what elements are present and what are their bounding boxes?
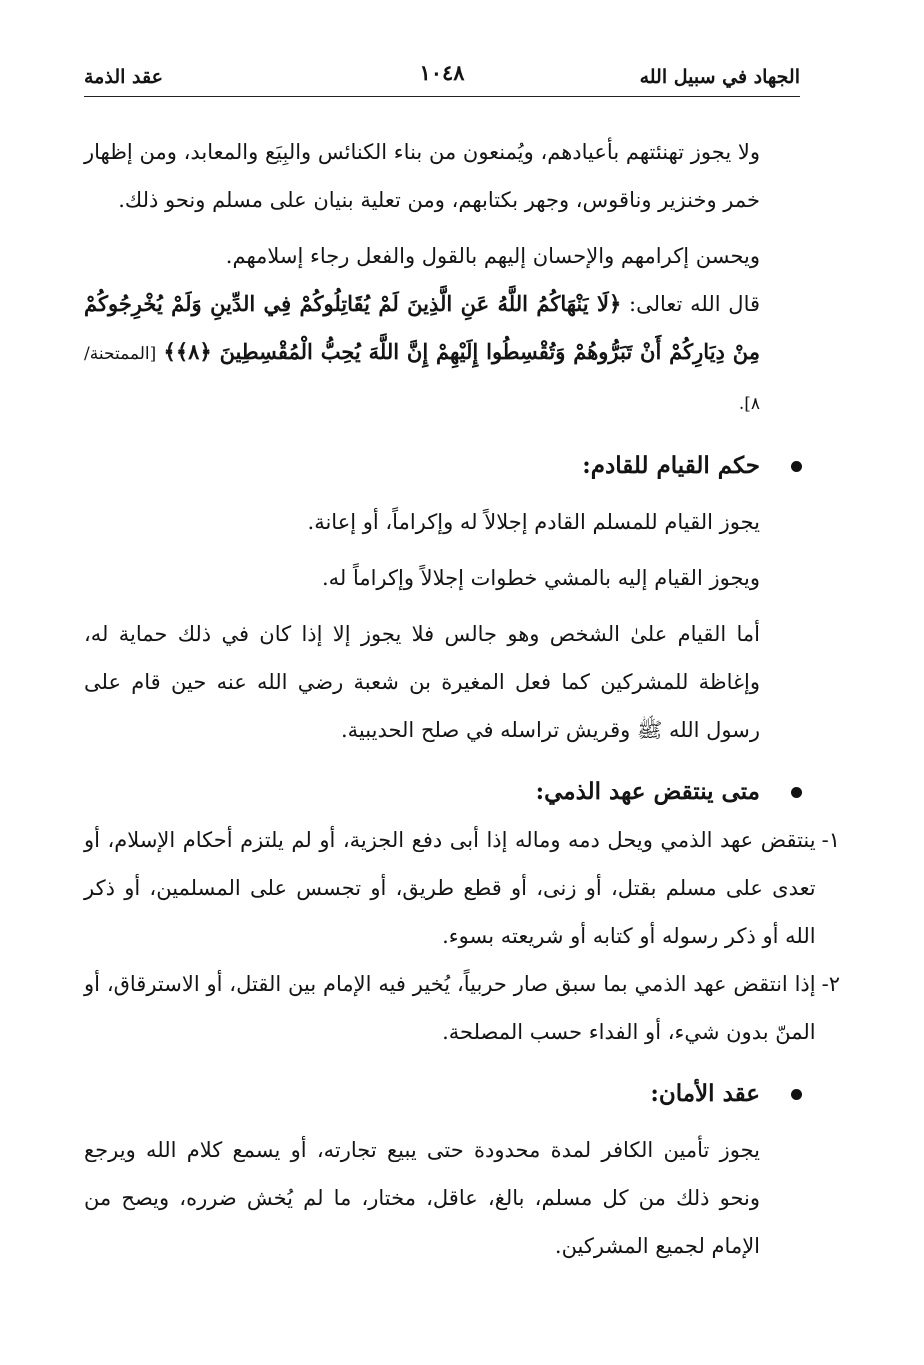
paragraph-prohibitions: ولا يجوز تهنئتهم بأعيادهم، ويُمنعون من بناء الكنائس والبِيَع والمعابد، ومن إظهار خمر وخنزير وناقوس، وجهر بكتابهم، ومن تعلية بنيان على مسلم ونحو ذلك. (84, 140, 761, 212)
paragraph-standing-3: أما القيام علىٰ الشخص وهو جالس فلا يجوز إلا إذا كان في ذلك حماية له، وإغاظة للمشركين كما فعل المغيرة بن شعبة رضي الله عنه حين قام على رسول الله ﷺ وقريش تراسله في صلح الحديبية. (84, 622, 760, 742)
verse-reference: [الممتحنة/ ٨]. (84, 344, 760, 414)
paragraph-standing-2: ويجوز القيام إليه بالمشي خطوات إجلالاً وإكراماً له. (321, 566, 760, 590)
list-item-number: ٢- (821, 972, 840, 996)
section-heading-standing (84, 442, 760, 490)
heading-text: عقد الأمان: (650, 1080, 760, 1107)
list-item-number: ١- (821, 828, 840, 852)
quran-verse: ﴿لَا يَنْهَاكُمُ اللَّهُ عَنِ الَّذِينَ لَمْ يُقَاتِلُوكُمْ فِي الدِّينِ وَلَمْ يُخْرِجُوكُمْ مِنْ دِيَارِكُمْ أَنْ تَبَرُّوهُمْ وَتُقْسِطُوا إِلَيْهِمْ إِنَّ اللَّهَ يُحِبُّ الْمُقْسِطِينَ ﴿٨﴾﴾ (84, 291, 760, 364)
header-divider (84, 96, 800, 97)
section-heading-safe-conduct (84, 1070, 760, 1118)
list-item-text: ينتقض عهد الذمي ويحل دمه وماله إذا أبى دفع الجزية، أو لم يلتزم أحكام الإسلام، أو تعدى على مسلم بقتل، أو زنى، أو قطع طريق، أو تجسس على المسلمين، أو ذكر الله أو ذكر رسوله أو كتابه أو شريعته بسوء. (84, 828, 816, 948)
paragraph-safe-conduct: يجوز تأمين الكافر لمدة محدودة حتى يبيع تجارته، أو يسمع كلام الله ويرجع ونحو ذلك من كل مسلم، بالغ، عاقل، مختار، ما لم يُخش ضرره، ويصح من الإمام لجميع المشركين. (84, 1138, 760, 1258)
list-item-text: إذا انتقض عهد الذمي بما سبق صار حربياً، يُخير فيه الإمام بين القتل، أو الاسترقاق، أو المنّ بدون شيء، أو الفداء حسب المصلحة. (84, 972, 816, 1044)
quote-intro: قال الله تعالى: (621, 292, 760, 316)
heading-text: حكم القيام للقادم: (582, 452, 760, 479)
paragraph-kindness: ويحسن إكرامهم والإحسان إليهم بالقول والفعل رجاء إسلامهم. (225, 244, 760, 268)
heading-text: متى ينتقض عهد الذمي: (535, 778, 760, 805)
list-item (84, 816, 838, 960)
section-heading-covenant-breach (84, 768, 760, 816)
bullet-icon (791, 787, 802, 798)
bullet-icon (791, 461, 802, 472)
list-item (84, 960, 838, 1056)
running-book-title: الجهاد في سبيل الله (639, 66, 800, 88)
page-body (84, 128, 840, 1270)
running-section-title: عقد الذمة (84, 66, 163, 88)
paragraph-standing-1: يجوز القيام للمسلم القادم إجلالاً له وإكراماً، أو إعانة. (307, 510, 760, 534)
bullet-icon (791, 1089, 802, 1100)
page-number: ١٠٤٨ (419, 60, 465, 85)
page-header (84, 56, 800, 96)
quran-quote (84, 280, 760, 428)
